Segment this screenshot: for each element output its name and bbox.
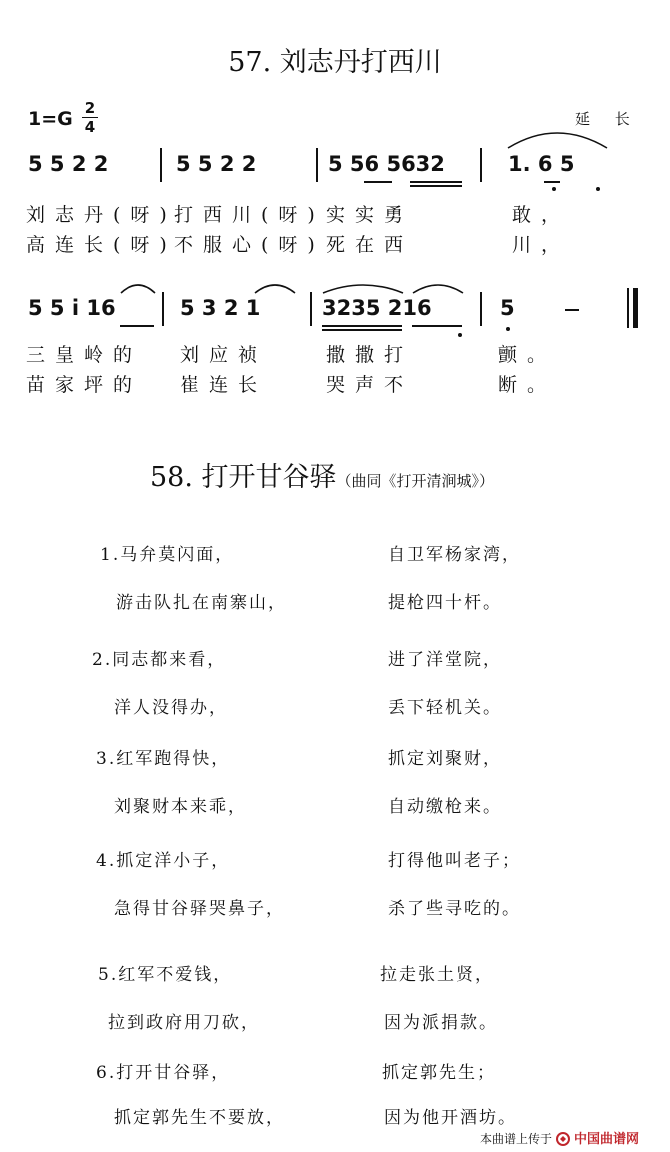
verse-1-right-2: 提枪四十杆。	[388, 593, 502, 613]
verse-2-left-2: 洋人没得办，	[114, 698, 228, 718]
measure-6-notes: 5 3 2 1	[180, 296, 261, 320]
verse-2-right-1: 进了洋堂院，	[388, 650, 502, 670]
measure-2-notes: 5 5 2 2	[176, 152, 257, 176]
lyric-2-1: 高连长(呀)	[26, 234, 177, 256]
verse-3-right-2: 自动缴枪来。	[388, 797, 502, 817]
lyric-3-4: 颤。	[498, 344, 557, 366]
octave-dot-below	[458, 333, 462, 337]
dash-sustain	[565, 309, 579, 311]
octave-dot-below	[596, 187, 600, 191]
song-title-58-note: （曲同《打开清涧城》）	[336, 472, 495, 490]
beam-underline	[120, 325, 154, 327]
beam-underline	[322, 329, 402, 331]
barline	[480, 292, 482, 326]
measure-4-notes: 1. 6 5	[508, 152, 575, 176]
tie-arc	[252, 279, 298, 295]
tie-arc	[320, 279, 406, 295]
verse-6-right-2: 因为他开酒坊。	[384, 1108, 517, 1128]
final-barline-thick	[633, 288, 638, 328]
verse-5-left-1: 5.红军不爱钱，	[98, 965, 233, 985]
lyric-1-2: 打西川(呀)	[174, 204, 325, 226]
beam-underline	[410, 181, 462, 183]
verse-4-left-2: 急得甘谷驿哭鼻子，	[114, 899, 285, 919]
lyric-1-3: 实实勇	[326, 204, 414, 226]
time-signature-top: 2	[84, 99, 96, 117]
measure-5-notes: 5 5 i 16	[28, 296, 116, 320]
lyric-2-4: 川，	[512, 234, 571, 256]
tie-arc	[505, 124, 610, 150]
lyric-3-1: 三皇岭的	[26, 344, 143, 366]
time-signature	[82, 100, 98, 135]
lyric-4-3: 哭声不	[326, 374, 414, 396]
barline	[310, 292, 312, 326]
verse-1-left-1: 1.马弁莫闪面，	[100, 545, 235, 565]
verse-5-left-2: 拉到政府用刀砍，	[108, 1013, 260, 1033]
beam-underline	[410, 185, 462, 187]
song-credit: 延 长	[575, 110, 640, 128]
beam-underline	[544, 181, 560, 183]
lyric-2-3: 死在西	[326, 234, 414, 256]
beam-underline	[364, 181, 392, 183]
lyric-2-2: 不服心(呀)	[174, 234, 325, 256]
lyric-3-2: 刘应祯	[180, 344, 268, 366]
verse-1-left-2: 游击队扎在南寨山，	[116, 593, 287, 613]
song-title-58	[150, 455, 494, 494]
footer-watermark	[480, 1128, 639, 1147]
verse-6-left-2: 抓定郭先生不要放，	[114, 1108, 285, 1128]
lyric-1-4: 敢，	[512, 204, 571, 226]
barline	[160, 148, 162, 182]
lyric-4-4: 断。	[498, 374, 557, 396]
lyric-4-1: 苗家坪的	[26, 374, 143, 396]
measure-3-notes: 5 56 5632	[328, 152, 445, 176]
footer-brand-link[interactable]: 中国曲谱网	[574, 1132, 640, 1147]
time-signature-bottom: 4	[84, 118, 96, 136]
song-title-58-main: 58. 打开甘谷驿	[150, 462, 337, 493]
measure-8-notes: 5	[500, 296, 515, 320]
verse-3-right-1: 抓定刘聚财，	[388, 749, 502, 769]
verse-3-left-1: 3.红军跑得快，	[96, 749, 231, 769]
octave-dot-below	[552, 187, 556, 191]
lyric-4-2: 崔连长	[180, 374, 268, 396]
verse-4-right-2: 杀了些寻吃的。	[388, 899, 521, 919]
tie-arc	[118, 279, 158, 295]
barline	[480, 148, 482, 182]
beam-underline	[322, 325, 402, 327]
song-title-57: 57. 刘志丹打西川	[228, 47, 442, 78]
footer-text: 本曲谱上传于	[480, 1132, 553, 1146]
lyric-3-3: 撒撒打	[326, 344, 414, 366]
barline	[162, 292, 164, 326]
verse-1-right-1: 自卫军杨家湾，	[388, 545, 521, 565]
key-signature: 1=G	[28, 108, 73, 130]
verse-4-right-1: 打得他叫老子；	[388, 851, 521, 871]
verse-2-right-2: 丢下轻机关。	[388, 698, 502, 718]
barline	[316, 148, 318, 182]
verse-3-left-2: 刘聚财本来乖，	[114, 797, 247, 817]
verse-6-left-1: 6.打开甘谷驿，	[96, 1063, 231, 1083]
verse-2-left-1: 2.同志都来看，	[92, 650, 227, 670]
final-barline-thin	[627, 288, 629, 328]
verse-5-right-1: 拉走张土贤，	[380, 965, 494, 985]
lyric-1-1: 刘志丹(呀)	[26, 204, 177, 226]
verse-4-left-1: 4.抓定洋小子，	[96, 851, 231, 871]
tie-arc	[410, 279, 466, 295]
octave-dot-below	[506, 327, 510, 331]
site-logo-icon	[556, 1132, 570, 1146]
measure-1-notes: 5 5 2 2	[28, 152, 109, 176]
measure-7-notes: 3235 216	[322, 296, 432, 320]
beam-underline	[412, 325, 462, 327]
verse-6-right-1: 抓定郭先生；	[382, 1063, 496, 1083]
verse-5-right-2: 因为派捐款。	[384, 1013, 498, 1033]
